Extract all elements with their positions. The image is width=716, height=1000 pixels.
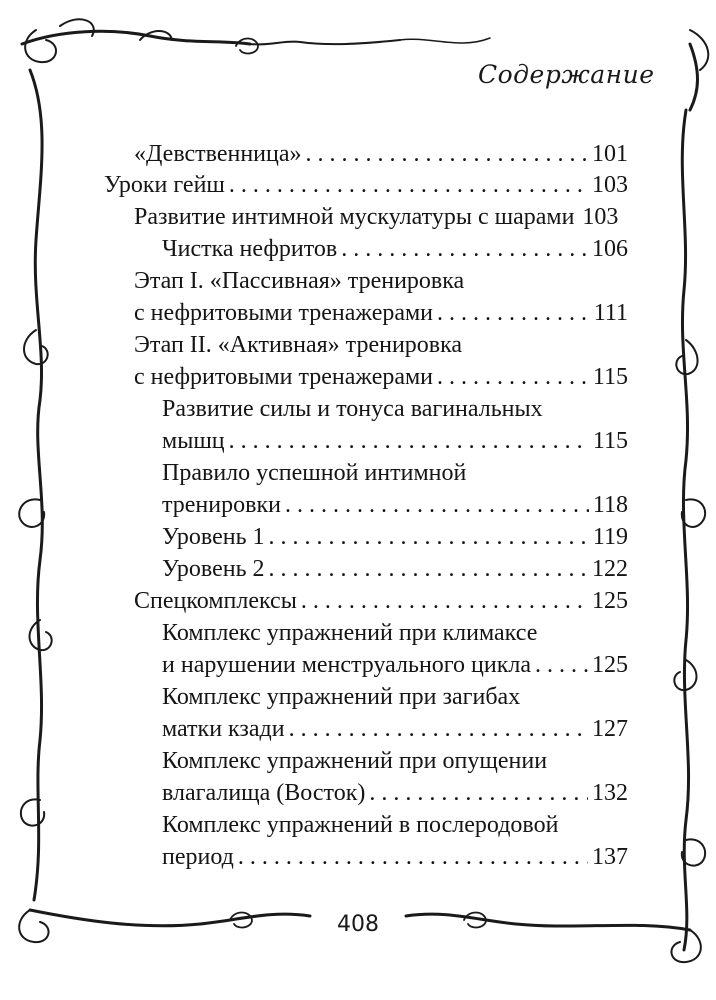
toc-entry bbox=[134, 139, 628, 169]
toc-entry-title: Уровень 2 bbox=[162, 556, 265, 582]
toc-entry-title: Этап I. «Пассивная» тренировка bbox=[134, 268, 465, 294]
dot-leader bbox=[301, 586, 588, 616]
toc-entry-title: Уровень 1 bbox=[162, 524, 265, 550]
toc-entry-page: 132 bbox=[592, 780, 628, 806]
toc-entry-title: Комплекс упражнений при климаксе bbox=[162, 620, 538, 646]
toc-entry bbox=[162, 778, 628, 808]
toc-entry-title: с нефритовыми тренажерами bbox=[134, 300, 434, 326]
toc-entry bbox=[162, 650, 628, 680]
toc-entry-title: период bbox=[162, 844, 234, 870]
dot-leader bbox=[341, 234, 588, 264]
toc-entry-title: тренировки bbox=[162, 492, 281, 518]
toc-entry-page: 137 bbox=[592, 844, 628, 870]
dot-leader bbox=[306, 139, 588, 169]
toc-entry-line bbox=[162, 810, 628, 840]
dot-leader bbox=[269, 554, 588, 584]
toc-entry-page: 115 bbox=[592, 364, 628, 390]
toc-entry-page: 122 bbox=[592, 556, 628, 582]
dot-leader bbox=[238, 842, 588, 872]
dot-leader bbox=[437, 362, 589, 392]
toc-entry-title: мышц bbox=[162, 428, 225, 454]
toc-entry-line bbox=[162, 394, 628, 424]
dot-leader bbox=[285, 490, 589, 520]
toc-entry-title: Спецкомплексы bbox=[134, 588, 297, 614]
toc-entry-page: 125 bbox=[592, 588, 628, 614]
toc-entry bbox=[162, 714, 628, 744]
toc-entry-title: влагалища (Восток) bbox=[162, 780, 366, 806]
toc-entry bbox=[134, 202, 628, 232]
toc-entry bbox=[134, 362, 628, 392]
toc-entry bbox=[162, 490, 628, 520]
toc-entry-page: 103 bbox=[582, 204, 619, 230]
toc-entry-title: Этап II. «Активная» тренировка bbox=[134, 332, 463, 358]
toc-entry-page: 103 bbox=[592, 172, 628, 198]
toc-entry-title: Правило успешной интимной bbox=[162, 460, 467, 486]
section-header: Содержание bbox=[478, 60, 655, 89]
toc-entry-line bbox=[162, 682, 628, 712]
dot-leader bbox=[269, 522, 589, 552]
toc-entry-title: с нефритовыми тренажерами bbox=[134, 364, 434, 390]
toc-entry bbox=[162, 234, 628, 264]
toc-entry-page: 106 bbox=[592, 236, 628, 262]
dot-leader bbox=[289, 714, 588, 744]
toc-entry-line bbox=[162, 618, 628, 648]
toc-entry-page: 119 bbox=[592, 524, 628, 550]
toc-entry-title: Развитие силы и тонуса вагинальных bbox=[162, 396, 543, 422]
toc-entry-line bbox=[134, 266, 628, 296]
dot-leader bbox=[437, 298, 590, 328]
toc-entry bbox=[134, 586, 628, 616]
toc-entry bbox=[162, 842, 628, 872]
toc-entry-page: 111 bbox=[593, 300, 628, 326]
toc-entry-page: 115 bbox=[592, 428, 628, 454]
toc-entry-title: Развитие интимной мускулатуры с шарами bbox=[134, 204, 575, 230]
toc-entry-line bbox=[162, 746, 628, 776]
toc-entry-line bbox=[162, 458, 628, 488]
toc-entry-line bbox=[134, 330, 628, 360]
dot-leader bbox=[229, 426, 589, 456]
toc-entry-title: и нарушении менструального цикла bbox=[162, 652, 532, 678]
toc-entry bbox=[162, 426, 628, 456]
dot-leader bbox=[535, 650, 588, 680]
dot-leader bbox=[229, 170, 588, 200]
toc-entry-title: матки кзади bbox=[162, 716, 285, 742]
toc-entry-title: Комплекс упражнений при опущении bbox=[162, 748, 548, 774]
toc-entry-page: 125 bbox=[592, 652, 628, 678]
toc-entry bbox=[104, 170, 628, 200]
toc-entry-page: 118 bbox=[592, 492, 628, 518]
toc-entry bbox=[162, 522, 628, 552]
toc-entry-title: «Девственница» bbox=[134, 141, 302, 167]
toc-entry-title: Комплекс упражнений при загибах bbox=[162, 684, 521, 710]
toc-entry-page: 127 bbox=[592, 716, 628, 742]
toc-entry bbox=[134, 298, 628, 328]
toc-entry bbox=[162, 554, 628, 584]
toc-entry-title: Комплекс упражнений в послеродовой bbox=[162, 812, 559, 838]
toc-entry-page: 101 bbox=[592, 141, 628, 167]
dot-leader bbox=[369, 778, 588, 808]
toc-entry-title: Чистка нефритов bbox=[162, 236, 338, 262]
toc-entry-title: Уроки гейш bbox=[104, 172, 225, 198]
page-number: 408 bbox=[318, 912, 398, 937]
